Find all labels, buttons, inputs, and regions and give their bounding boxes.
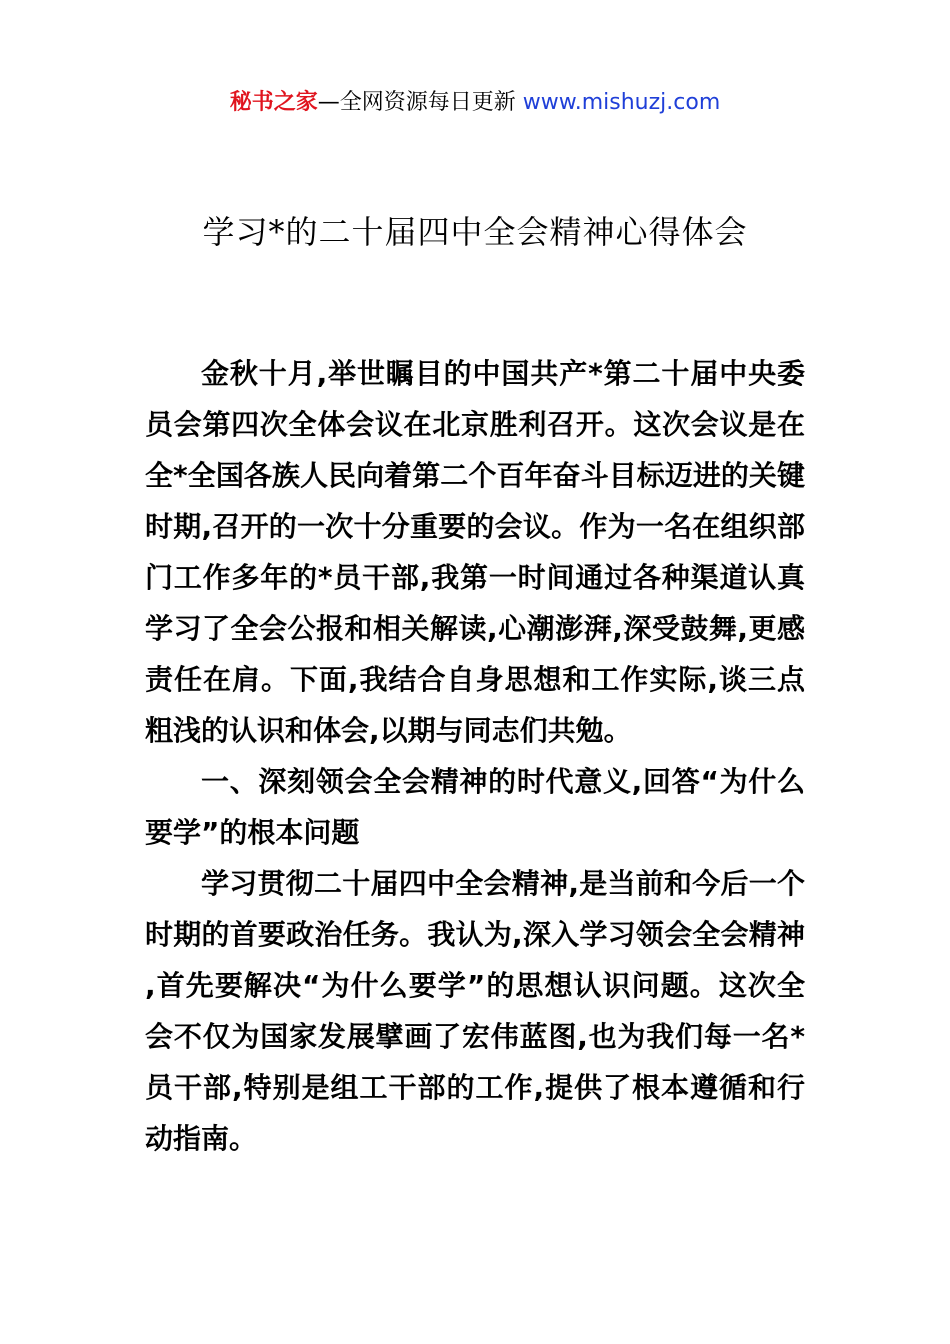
site-brand: 秘书之家 — [229, 90, 318, 115]
section-heading: 一、深刻领会全会精神的时代意义,回答“为什么要学”的根本问题 — [145, 765, 805, 849]
site-url-link[interactable]: www.mishuzj.com — [522, 90, 721, 115]
site-header — [0, 88, 950, 118]
site-tagline: —全网资源每日更新 — [317, 90, 523, 115]
section-paragraph: 学习贯彻二十届四中全会精神,是当前和今后一个时期的首要政治任务。我认为,深入学习领会全会精神,首先要解决“为什么要学”的思想认识问题。这次全会不仅为国家发展擘画了宏伟蓝图,也为我们每一名*员干部,特别是组工干部的工作,提供了根本遵循和行动指南。 — [145, 867, 805, 1155]
intro-paragraph: 金秋十月,举世瞩目的中国共产*第二十届中央委员会第四次全体会议在北京胜利召开。这次会议是在全*全国各族人民向着第二个百年奋斗目标迈进的关键时期,召开的一次十分重要的会议。作为一名在组织部门工作多年的*员干部,我第一时间通过各种渠道认真学习了全会公报和相关解读,心潮澎湃,深受鼓舞,更感责任在肩。下面,我结合自身思想和工作实际,谈三点粗浅的认识和体会,以期与同志们共勉。 — [145, 357, 805, 747]
document-title: 学习*的二十届四中全会精神心得体会 — [202, 213, 748, 251]
document-body — [145, 348, 805, 1164]
